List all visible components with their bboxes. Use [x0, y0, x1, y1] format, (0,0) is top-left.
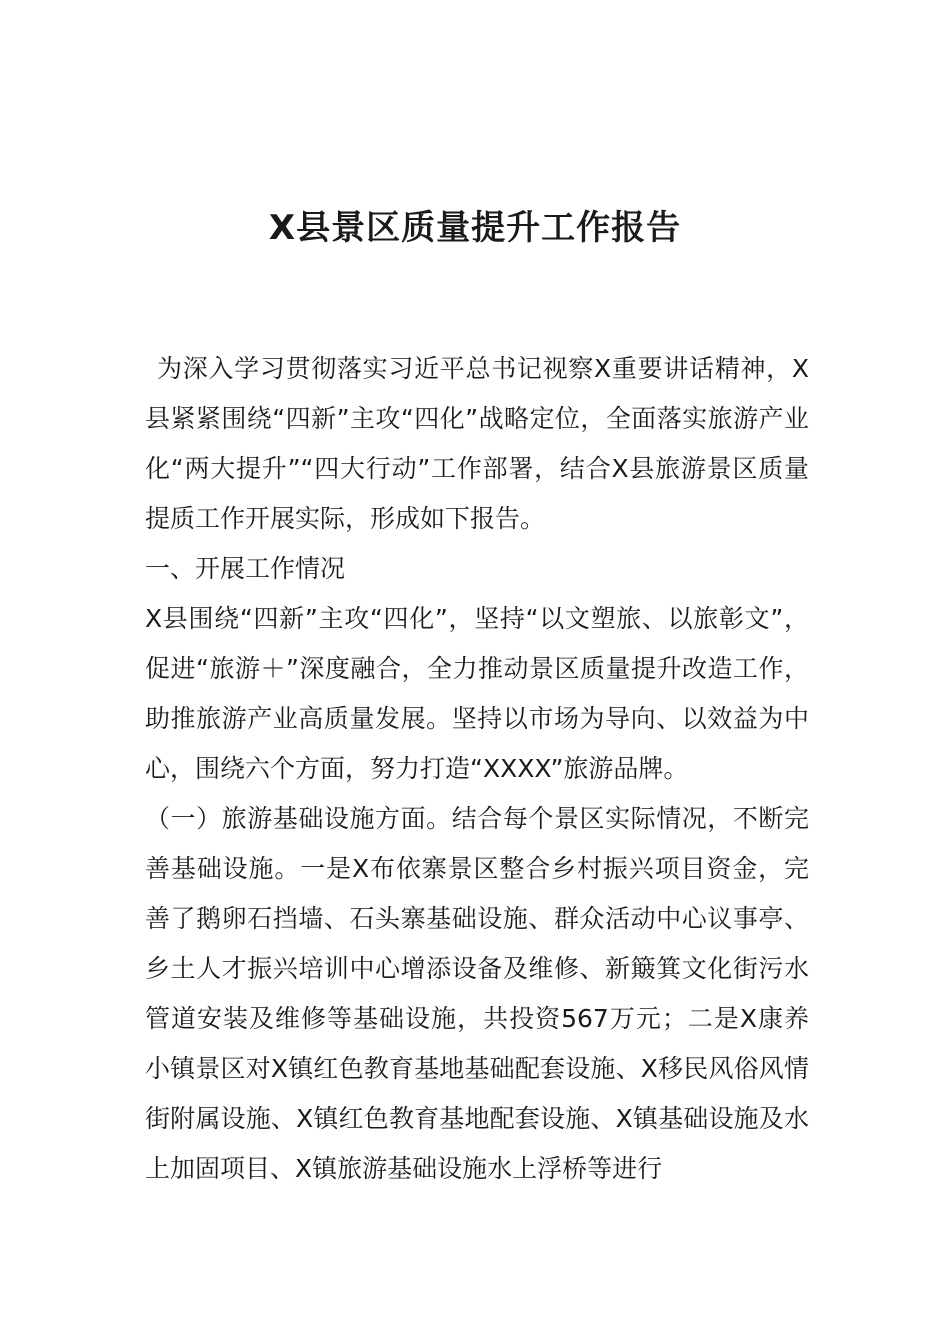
document-body	[145, 344, 809, 1194]
document-title: X县景区质量提升工作报告	[268, 208, 682, 248]
paragraph-overview: X县围绕“四新”主攻“四化”，坚持“以文塑旅、以旅彰文”，促进“旅游＋”深度融合，全力推动景区质量提升改造工作，助推旅游产业高质量发展。坚持以市场为导向、以效益为中心，围绕六个方面，努力打造“XXXX”旅游品牌。	[145, 604, 809, 783]
section-heading-1: 一、开展工作情况	[145, 554, 346, 583]
paragraph-infrastructure: （一）旅游基础设施方面。结合每个景区实际情况，不断完善基础设施。一是X布依寨景区整合乡村振兴项目资金，完善了鹅卵石挡墙、石头寨基础设施、群众活动中心议事亭、乡土人才振兴培训中心增添设备及维修、新簸箕文化街污水管道安装及维修等基础设施，共投资567万元；二是X康养小镇景区对X镇红色教育基地基础配套设施、X移民风俗风情街附属设施、X镇红色教育基地配套设施、X镇基础设施及水上加固项目、X镇旅游基础设施水上浮桥等进行	[145, 804, 809, 1183]
paragraph-intro: 为深入学习贯彻落实习近平总书记视察X重要讲话精神，X县紧紧围绕“四新”主攻“四化”战略定位，全面落实旅游产业化“两大提升”“四大行动”工作部署，结合X县旅游景区质量提质工作开展实际，形成如下报告。	[145, 354, 809, 533]
